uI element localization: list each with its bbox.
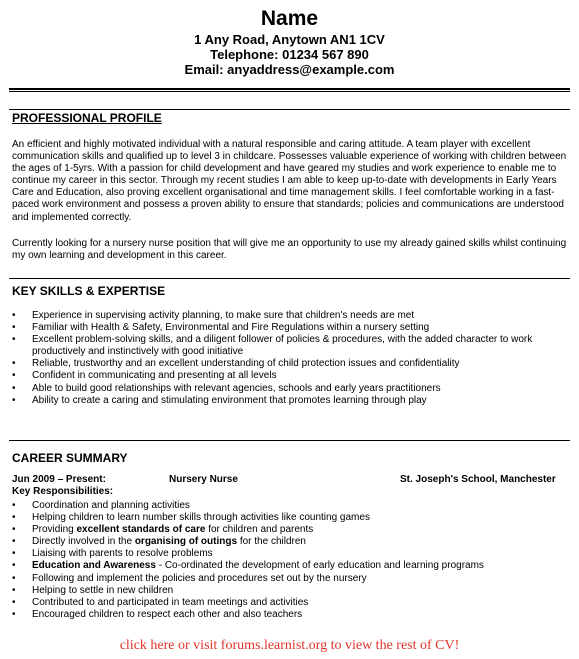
profile-title: PROFESSIONAL PROFILE <box>12 111 162 125</box>
responsibilities-list <box>12 500 570 621</box>
responsibility-item <box>12 609 570 621</box>
responsibility-text-pre: Directly involved in the <box>32 536 135 548</box>
skill-item <box>12 334 570 358</box>
skills-list <box>12 310 570 407</box>
responsibility-text-post: for children and parents <box>205 524 314 536</box>
responsibility-text-post: for the children <box>237 536 306 548</box>
responsibility-text-pre: Encouraged children to respect each other and also teachers <box>32 608 303 620</box>
skill-item <box>12 370 570 382</box>
header-divider <box>9 88 570 90</box>
responsibility-item <box>12 560 570 572</box>
career-top-rule <box>9 440 570 441</box>
responsibility-text-pre: Coordination and planning activities <box>32 500 190 511</box>
telephone-line: Telephone: 01234 567 890 <box>210 47 369 62</box>
candidate-name: Name <box>260 7 319 30</box>
skill-item <box>12 322 570 334</box>
job-employer: St. Joseph's School, Manchester <box>400 474 556 485</box>
skill-item <box>12 395 570 407</box>
skills-top-rule <box>9 278 570 279</box>
cv-header <box>0 0 579 77</box>
bullet-icon: • <box>12 560 16 572</box>
responsibility-text-pre: Liaising with parents to resolve problems <box>32 548 213 560</box>
bullet-icon: • <box>12 596 16 608</box>
bullet-icon: • <box>12 524 16 536</box>
responsibility-item <box>12 585 570 597</box>
responsibility-text-post: - Co-ordinated the development of early education and learning programs <box>155 560 484 572</box>
responsibility-item <box>12 548 570 560</box>
bullet-icon: • <box>12 500 16 511</box>
responsibility-item <box>12 597 570 609</box>
bullet-icon: • <box>12 572 16 584</box>
skill-item <box>12 358 570 370</box>
profile-top-rule <box>9 109 570 110</box>
responsibility-item <box>12 536 570 548</box>
job-role: Nursery Nurse <box>169 474 238 485</box>
responsibility-text-pre: Providing <box>32 524 77 536</box>
responsibility-item <box>12 500 570 512</box>
skill-text: Ability to create a caring and stimulating environment that promotes learning through play <box>32 394 427 406</box>
bullet-icon: • <box>12 536 16 548</box>
skill-text: Familiar with Health & Safety, Environmental and Fire Regulations within a nursery setting <box>32 322 430 334</box>
bullet-icon: • <box>12 608 16 620</box>
skill-text: Confident in communicating and presenting at all levels <box>32 370 277 382</box>
bullet-icon: • <box>12 584 16 596</box>
skill-text: Able to build good relationships with relevant agencies, schools and early years practitioners <box>32 382 441 394</box>
bullet-icon: • <box>12 358 16 370</box>
responsibility-text-bold: excellent standards of care <box>76 524 206 536</box>
bullet-icon: • <box>12 512 16 524</box>
bullet-icon: • <box>12 382 16 394</box>
responsibility-text-bold: organising of outings <box>134 536 238 548</box>
bullet-icon: • <box>12 334 16 346</box>
bullet-icon: • <box>12 548 16 560</box>
responsibility-text-pre: Helping to settle in new children <box>32 584 174 596</box>
job-date: Jun 2009 – Present: <box>12 474 106 485</box>
email-line: Email: anyaddress@example.com <box>184 62 395 77</box>
career-title: CAREER SUMMARY <box>12 451 128 465</box>
skill-text: Reliable, trustworthy and an excellent understanding of child protection issues and confidentiality <box>32 358 460 370</box>
skill-text: Excellent problem-solving skills, and a diligent follower of policies & procedures, with the added character to work productively and instinctively with good initiative <box>32 334 533 358</box>
skill-item <box>12 310 570 322</box>
skill-text: Experience in supervising activity planning, to make sure that children's needs are met <box>32 310 415 321</box>
bullet-icon: • <box>12 370 16 382</box>
bullet-icon: • <box>12 394 16 406</box>
responsibility-text-pre: Helping children to learn number skills through activities like counting games <box>32 512 370 524</box>
skill-item <box>12 383 570 395</box>
responsibility-text-pre: Following and implement the policies and procedures set out by the nursery <box>32 572 367 584</box>
responsibility-item <box>12 512 570 524</box>
responsibilities-label: Key Responsibilities: <box>12 486 114 497</box>
responsibility-text-bold: Education and Awareness <box>32 560 156 572</box>
responsibility-text-pre: Contributed to and participated in team meetings and activities <box>32 596 309 608</box>
view-full-cv-link[interactable]: click here or visit forums.learnist.org to view the rest of CV! <box>119 638 460 653</box>
header-divider-thin <box>9 91 570 92</box>
bullet-icon: • <box>12 322 16 334</box>
address-line: 1 Any Road, Anytown AN1 1CV <box>194 32 385 47</box>
profile-paragraph-1: An efficient and highly motivated individual with a natural responsible and caring attitude. A team player with excellent communication skills and qualified up to level 3 in childcare. Possesses valuable experience of working with children between the ages of 1-5yrs. With a passion for child development and have geared my studies and work experience to enable me to continue my career in this sector. Through my recent studies I am able to keep up-to-date with developments in Early Years Care and Education, also proving excellent organisational and time management skills. I feel comfortable working in a fast-paced work environment and possess a proven ability to ensure that standards; policies and communications are understood and implemented correctly. <box>12 139 567 223</box>
responsibility-item <box>12 524 570 536</box>
responsibility-item <box>12 573 570 585</box>
skills-title: KEY SKILLS & EXPERTISE <box>12 284 166 298</box>
profile-paragraph-2: Currently looking for a nursery nurse position that will give me an opportunity to use my already gained skills whilst continuing my own learning and development in this career. <box>12 238 567 262</box>
bullet-icon: • <box>12 310 16 321</box>
